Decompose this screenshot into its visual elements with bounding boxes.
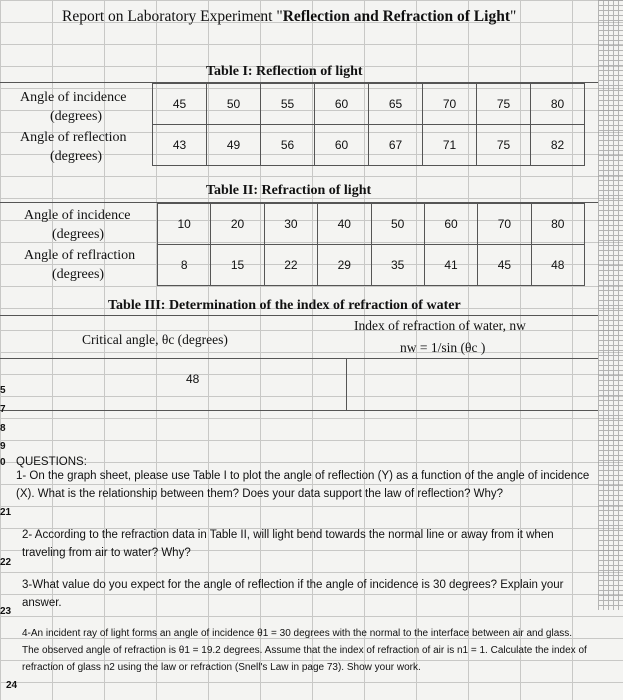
table3-title: Table III: Determination of the index of refraction of water <box>108 298 461 313</box>
table2-row1-label: Angle of incidence (degrees) <box>24 208 131 242</box>
report-title: Report on Laboratory Experiment "Reflection and Refraction of Light" <box>62 8 517 25</box>
table2-cell: 20 <box>211 204 264 245</box>
table1-cell: 80 <box>531 84 585 125</box>
table2-cell: 80 <box>531 204 584 245</box>
table-rule <box>0 358 598 359</box>
table1-cell: 71 <box>423 125 477 166</box>
table2-row2-label: Angle of reflraction (degrees) <box>24 248 136 282</box>
table3-col2-header: Index of refraction of water, nw <box>354 318 526 333</box>
table1-cell: 45 <box>153 84 207 125</box>
table2-incidence-row <box>158 204 585 245</box>
table1-cell: 43 <box>153 125 207 166</box>
row-number: 8 <box>0 423 6 434</box>
question-2: 2- According to the refraction data in Table II, will light bend towards the normal line or away from it when traveling from air to water? Why? <box>22 529 554 559</box>
table-rule <box>0 315 598 316</box>
table2-cell: 70 <box>478 204 531 245</box>
table1-cell: 67 <box>369 125 423 166</box>
table2-refraction-row <box>158 245 585 286</box>
row-number: 7 <box>0 404 6 415</box>
table1-cell: 75 <box>477 125 531 166</box>
row-number: 0 <box>0 457 6 468</box>
table2-cell: 30 <box>264 204 317 245</box>
table-rule <box>0 410 598 411</box>
table3-critical-angle-value: 48 <box>186 372 200 386</box>
table2-cell: 48 <box>531 245 584 286</box>
table1 <box>152 83 585 166</box>
table2-cell: 10 <box>158 204 211 245</box>
row-number: 24 <box>6 680 18 691</box>
table2 <box>157 203 585 286</box>
question-3: 3-What value do you expect for the angle of reflection if the angle of incidence is 30 degrees? Explain your answer. <box>22 579 564 609</box>
row-number: 23 <box>0 606 12 617</box>
table1-incidence-row <box>153 84 585 125</box>
question-4: 4-An incident ray of light forms an angle of incidence θ1 = 30 degrees with the normal to the interface between air and glass. The observed angle of refraction is θ1 = 19.2 degrees. Assume that the index of refraction of air is n1 = 1. Calculate the index of refraction of glass n2 using the law or refraction (Snell's Law in page 73). Show your work. <box>22 628 587 673</box>
row-number: 22 <box>0 557 12 568</box>
table3-divider <box>346 358 347 410</box>
row-number: 5 <box>0 385 6 396</box>
table2-cell: 8 <box>158 245 211 286</box>
table2-cell: 40 <box>318 204 371 245</box>
table1-cell: 65 <box>369 84 423 125</box>
question-1: 1- On the graph sheet, please use Table I to plot the angle of reflection (Y) as a function of the angle of incidence (X). What is the relationship between them? Does your data support the law of reflection? Why? <box>16 470 590 500</box>
table2-cell: 35 <box>371 245 424 286</box>
table1-cell: 55 <box>261 84 315 125</box>
table1-cell: 49 <box>207 125 261 166</box>
table2-cell: 45 <box>478 245 531 286</box>
table1-cell: 60 <box>315 84 369 125</box>
table2-cell: 60 <box>424 204 477 245</box>
table2-cell: 50 <box>371 204 424 245</box>
table1-cell: 82 <box>531 125 585 166</box>
table1-title: Table I: Reflection of light <box>206 64 363 79</box>
table1-cell: 50 <box>207 84 261 125</box>
table2-cell: 41 <box>424 245 477 286</box>
table2-title: Table II: Refraction of light <box>206 183 372 198</box>
table1-reflection-row <box>153 125 585 166</box>
table1-cell: 56 <box>261 125 315 166</box>
row-number: 9 <box>0 441 6 452</box>
questions-heading: QUESTIONS: <box>16 456 87 468</box>
table1-row1-label: Angle of incidence (degrees) <box>20 90 127 124</box>
table1-row2-label: Angle of reflection (degrees) <box>20 130 127 164</box>
table2-cell: 22 <box>264 245 317 286</box>
table3-col1-header: Critical angle, θc (degrees) <box>82 332 228 347</box>
row-number: 21 <box>0 507 12 518</box>
graph-grid-strip <box>598 0 623 610</box>
table3-col2-formula: nw = 1/sin (θc ) <box>400 340 486 355</box>
table1-cell: 75 <box>477 84 531 125</box>
table2-cell: 29 <box>318 245 371 286</box>
table1-cell: 70 <box>423 84 477 125</box>
table2-cell: 15 <box>211 245 264 286</box>
table1-cell: 60 <box>315 125 369 166</box>
